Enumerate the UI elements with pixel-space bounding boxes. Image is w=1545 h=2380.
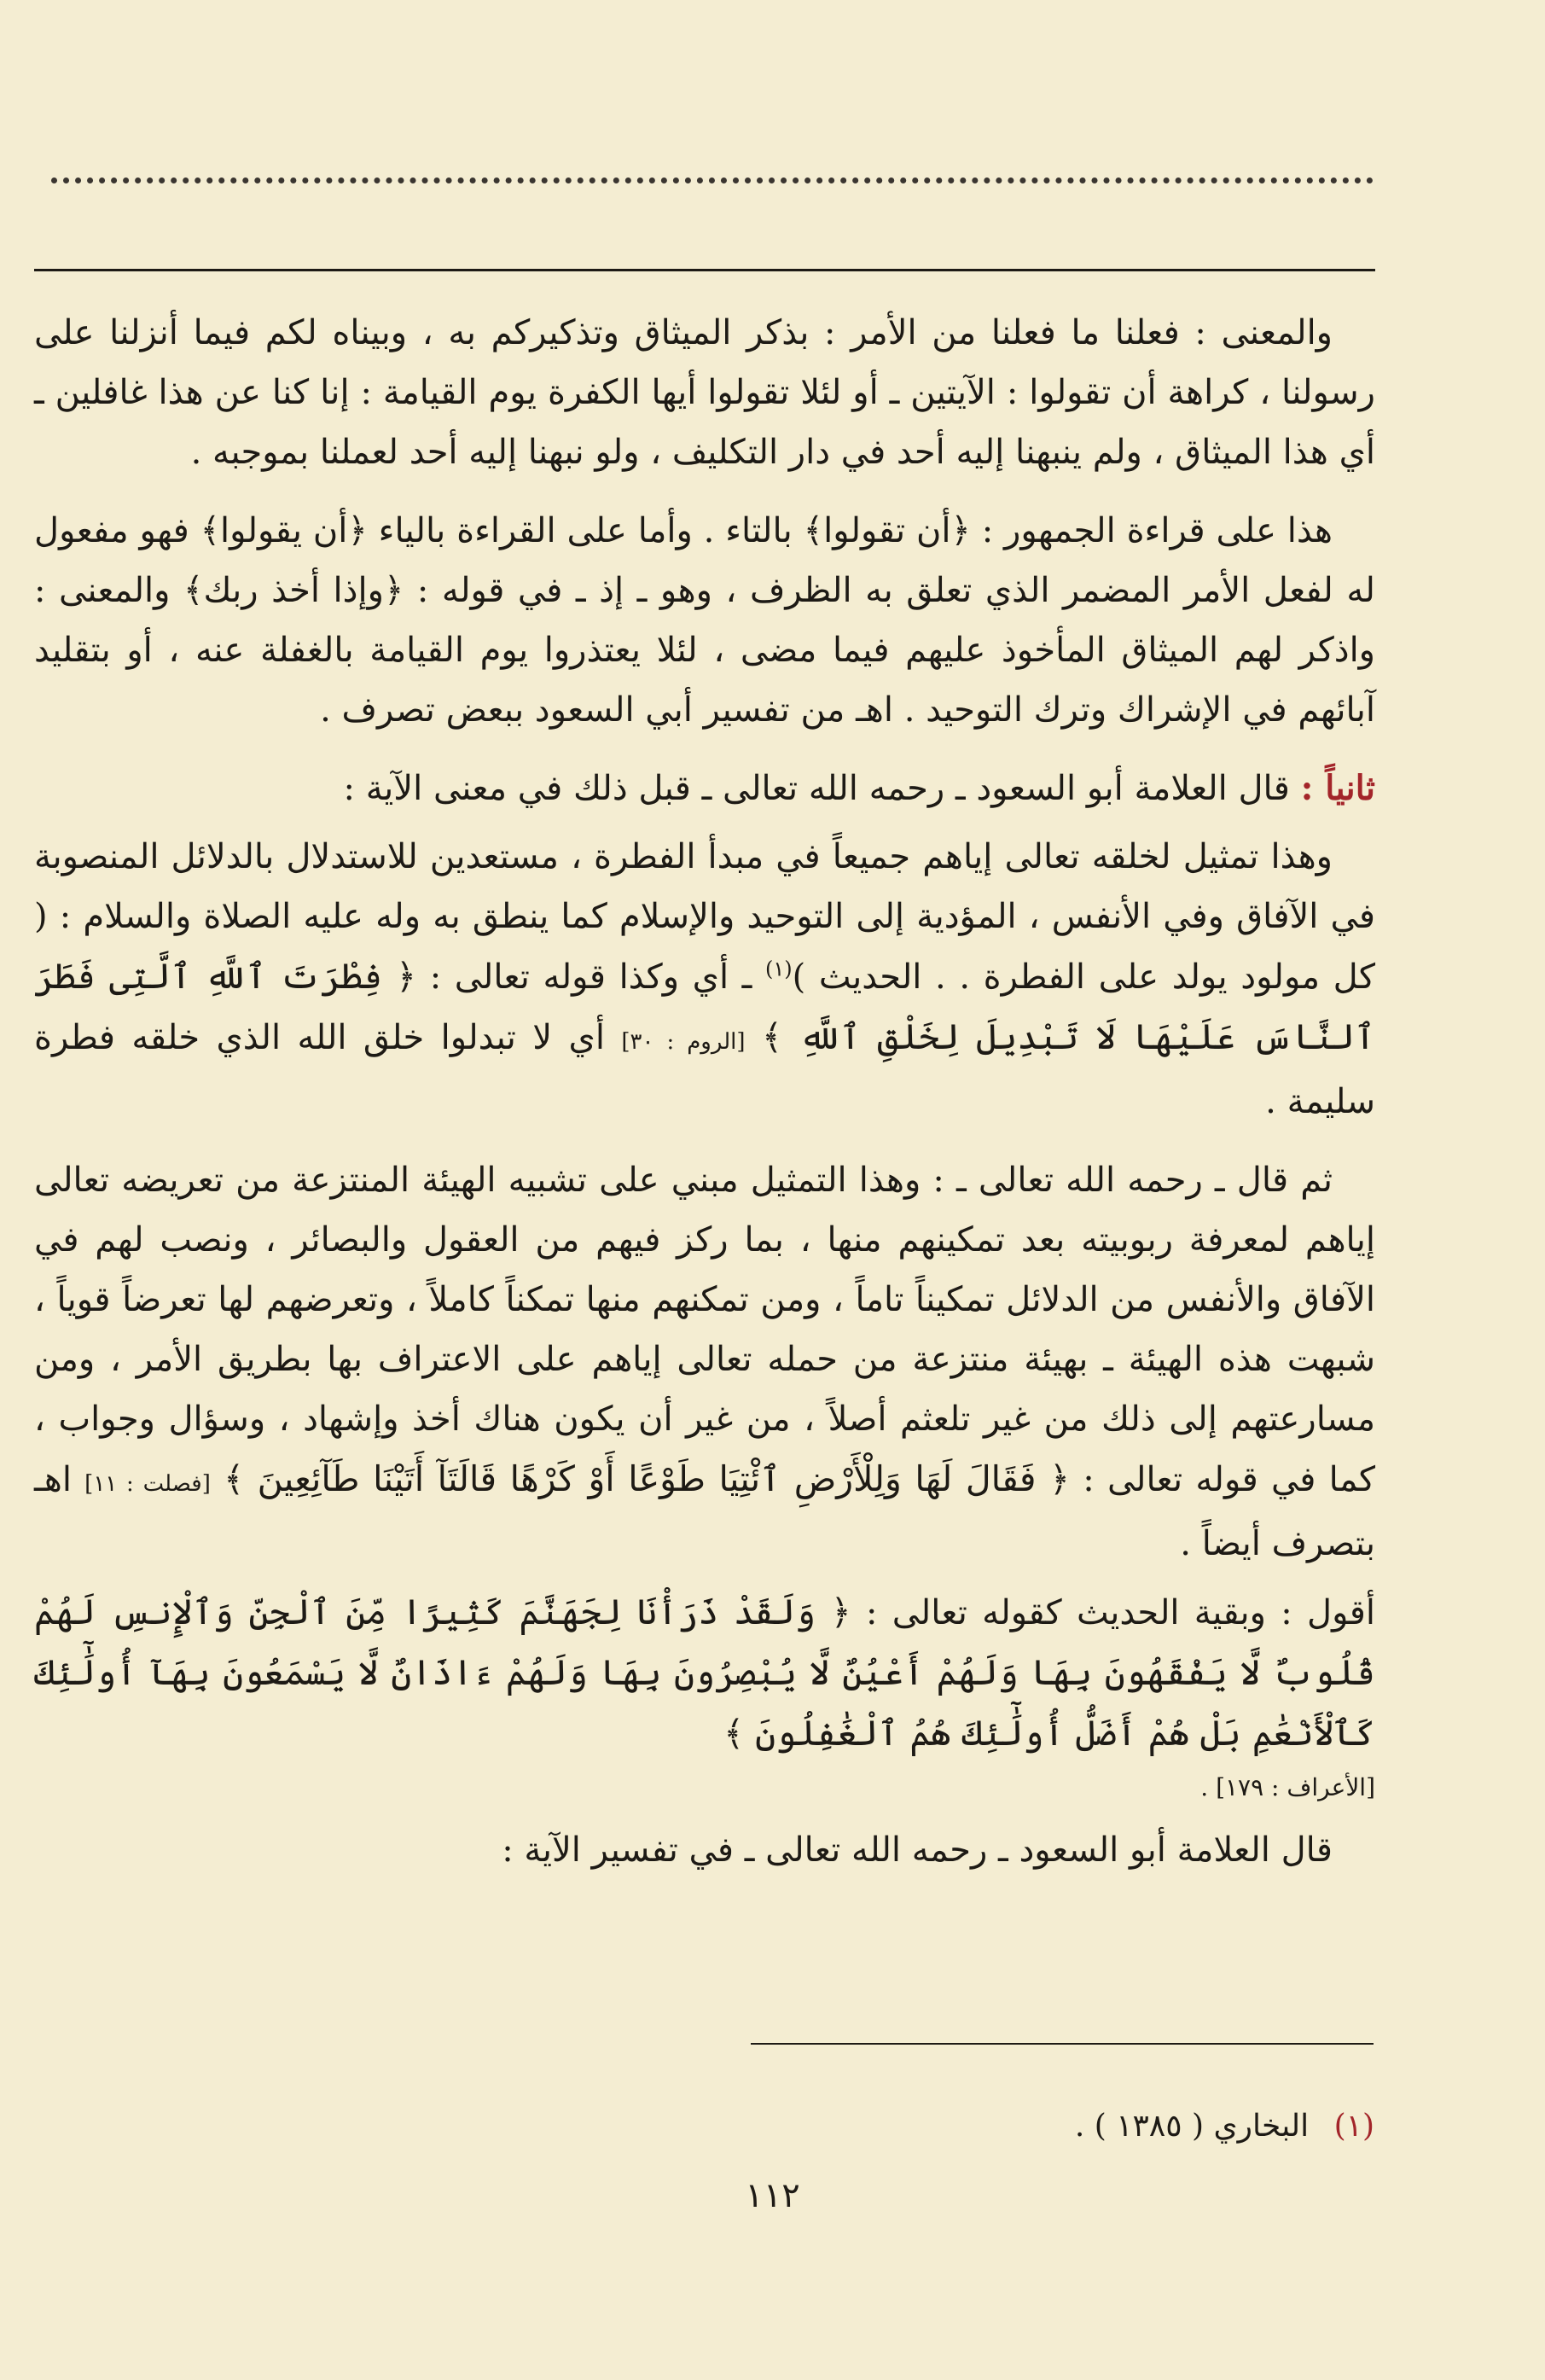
section-lead: ثانياً : bbox=[1300, 768, 1375, 808]
paragraph-5 bbox=[34, 1150, 1375, 1574]
paragraph-3-text: قال العلامة أبو السعود ـ رحمه الله تعالى ـ قبل ذلك في معنى الآية : bbox=[343, 769, 1290, 808]
paragraph-4-text-c: أي لا تبدلوا خلق الله الذي خلقه فطرة سليمة . bbox=[34, 1018, 1375, 1121]
paragraph-7-text: قال العلامة أبو السعود ـ رحمه الله تعالى ـ في تفسير الآية : bbox=[502, 1830, 1333, 1870]
page-number: ١١٢ bbox=[745, 2176, 800, 2215]
paragraph-4-text-a: وهذا تمثيل لخلقه تعالى إياهم جميعاً في مبدأ الفطرة ، مستعدين للاستدلال بالدلائل المنصوبة في الآفاق وفي الأنفس ، المؤدية إلى التوحيد والإسلام كما ينطق به وله عليه الصلاة والسلام : ( كل مولود يولد على الفطرة . . الحديث ) bbox=[34, 837, 1375, 997]
paragraph-4-text-b: ـ أي وكذا قوله تعالى : bbox=[429, 957, 752, 997]
quran-verse-araf: ﴿ وَلَقَدْ ذَرَأْنَا لِجَهَنَّمَ كَثِيرًا مِّنَ ٱلْجِنِّ وَٱلْإِنسِ لَهُمْ قُلُوبٌ لَّا يَفْقَهُونَ بِهَا وَلَهُمْ أَعْيُنٌ لَّا يُبْصِرُونَ بِهَا وَلَهُمْ ءَاذَانٌ لَّا يَسْمَعُونَ بِهَآ أُولَٰٓئِكَ كَٱلْأَنْعَٰمِ بَلْ هُمْ أَضَلُّ أُولَٰٓئِكَ هُمُ ٱلْغَٰفِلُونَ ﴾ bbox=[34, 1592, 1375, 1754]
footnote-marker[interactable]: (١) bbox=[765, 957, 793, 981]
paragraph-2-text: هذا على قراءة الجمهور : ﴿أن تقولوا﴾ بالتاء . وأما على القراءة بالياء ﴿أن يقولوا﴾ فهو مفعول له لفعل الأمر المضمر الذي تعلق به الظرف ، وهو ـ إذ ـ في قوله : ﴿وإذا أخذ ربك﴾ والمعنى : واذكر لهم الميثاق المأخوذ عليهم فيما مضى ، لئلا يعتذروا يوم القيامة بالغفلة عنه ، أو بتقليد آبائهم في الإشراك وترك التوحيد . اهـ من تفسير أبي السعود ببعض تصرف . bbox=[34, 511, 1375, 730]
paragraph-5-text-a: ثم قال ـ رحمه الله تعالى ـ : وهذا التمثيل مبني على تشبيه الهيئة المنتزعة من تعريضه تعالى إياهم لمعرفة ربوبيته بعد تمكينهم منها ، بما ركز فيهم من العقول والبصائر ، ونصب لهم في الآفاق والأنفس من الدلائل تمكيناً تاماً ، ومن تمكنهم منها تمكناً كاملاً ، وتعرضهم لها تعرضاً قوياً ، شبهت هذه الهيئة ـ بهيئة منتزعة من حمله تعالى إياهم على الاعتراف بها بطريق الأمر ، ومن مسارعتهم إلى ذلك من غير تلعثم أصلاً ، من غير أن يكون هناك أخذ وإشهاد ، وسؤال وجواب ، كما في قوله تعالى : bbox=[34, 1161, 1376, 1499]
main-text bbox=[34, 303, 1375, 1899]
footnote-text: البخاري ( ١٣٨٥ ) . bbox=[1074, 2109, 1310, 2144]
verse-reference-fussilat: [فصلت : ١١] bbox=[84, 1471, 211, 1497]
paragraph-2 bbox=[34, 501, 1375, 740]
quran-verse-rum: ﴿ فِطْرَتَ ٱللَّهِ ٱلَّتِى فَطَرَ ٱلنَّاسَ عَلَيْهَا لَا تَبْدِيلَ لِخَلْقِ ٱللَّهِ ﴾ bbox=[34, 956, 1376, 1057]
verse-reference-araf: [الأعراف : ١٧٩] . bbox=[1200, 1773, 1375, 1801]
paragraph-1-text: والمعنى : فعلنا ما فعلنا من الأمر : بذكر الميثاق وتذكيركم به ، وبيناه لكم فيما أنزلنا على رسولنا ، كراهة أن تقولوا : الآيتين ـ أو لئلا تقولوا أيها الكفرة يوم القيامة : إنا كنا عن هذا غافلين ـ أي هذا الميثاق ، ولم ينبهنا إليه أحد في دار التكليف ، ولو نبهنا إليه أحد لعملنا بموجبه . bbox=[34, 313, 1375, 472]
footnote bbox=[265, 2101, 1374, 2152]
paragraph-4 bbox=[34, 827, 1375, 1132]
header-dotted-line bbox=[51, 177, 1374, 183]
footnote-rule bbox=[751, 2043, 1374, 2045]
paragraph-3 bbox=[34, 759, 1375, 818]
paragraph-6 bbox=[34, 1582, 1375, 1812]
quran-verse-fussilat: ﴿ فَقَالَ لَهَا وَلِلْأَرْضِ ٱئْتِيَا طَوْعًا أَوْ كَرْهًا قَالَتَآ أَتَيْنَا طَآئِعِينَ ﴾ bbox=[224, 1458, 1071, 1499]
verse-reference-rum: [الروم : ٣٠] bbox=[621, 1029, 746, 1055]
paragraph-7 bbox=[34, 1820, 1375, 1880]
paragraph-1 bbox=[34, 303, 1375, 482]
header-rule bbox=[34, 269, 1375, 271]
paragraph-5-text-b: اهـ بتصرف أيضاً . bbox=[34, 1460, 1375, 1563]
paragraph-6-text-a: أقول : وبقية الحديث كقوله تعالى : bbox=[865, 1593, 1376, 1632]
footnote-number: (١) bbox=[1333, 2109, 1374, 2144]
